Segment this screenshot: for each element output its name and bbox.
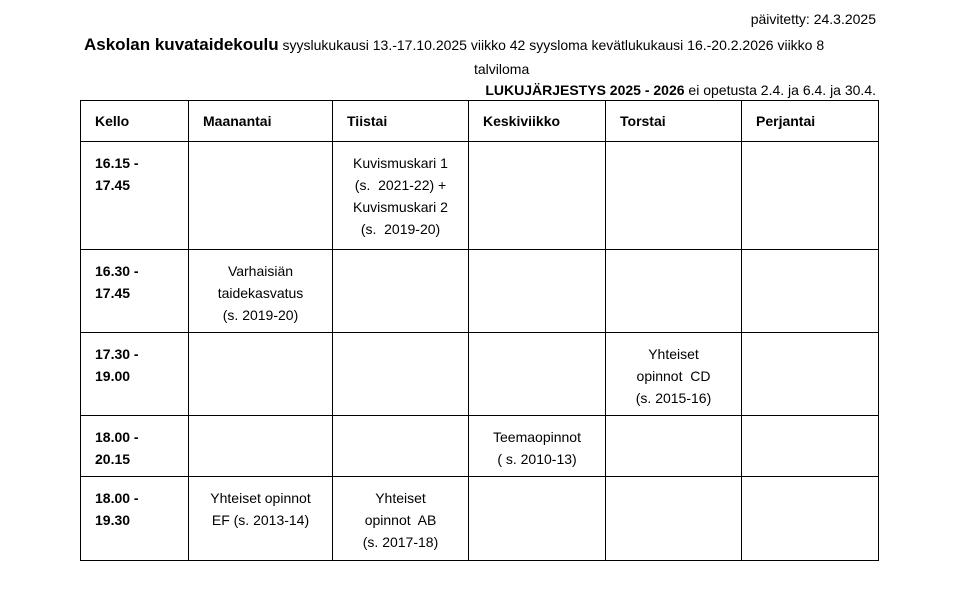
table-row bbox=[81, 477, 879, 561]
time-start: 18.00 - bbox=[95, 429, 139, 445]
class-text: opinnot AB bbox=[364, 512, 437, 528]
time-end: 19.30 bbox=[95, 512, 131, 528]
time-end: 17.45 bbox=[95, 285, 131, 301]
col-header-wednesday: Keskiviikko bbox=[469, 101, 606, 142]
semester-dates-continued: talviloma bbox=[474, 61, 530, 77]
class-text: Kuvismuskari 2 bbox=[353, 199, 448, 215]
cell-tuesday bbox=[333, 142, 469, 250]
class-text: (s. 2021-22) + bbox=[354, 177, 447, 193]
time-end: 17.45 bbox=[95, 177, 131, 193]
class-text: ( s. 2010-13) bbox=[497, 451, 577, 467]
class-text: (s. 2015-16) bbox=[635, 390, 712, 406]
no-teaching-note: ei opetusta 2.4. ja 6.4. ja 30.4. bbox=[688, 82, 876, 98]
time-start: 16.30 - bbox=[95, 263, 139, 279]
cell-thursday bbox=[606, 142, 742, 250]
time-end: 20.15 bbox=[95, 451, 131, 467]
cell-monday bbox=[189, 416, 333, 477]
semester-dates: syyslukukausi 13.-17.10.2025 viikko 42 syysloma kevätlukukausi 16.-20.2.2026 viikko 8 bbox=[282, 37, 825, 53]
cell-thursday bbox=[606, 416, 742, 477]
cell-wednesday bbox=[469, 142, 606, 250]
time-cell bbox=[81, 142, 189, 250]
class-text: (s. 2019-20) bbox=[222, 307, 299, 323]
cell-wednesday bbox=[469, 477, 606, 561]
cell-monday bbox=[189, 250, 333, 333]
col-header-friday: Perjantai bbox=[742, 101, 879, 142]
cell-thursday bbox=[606, 333, 742, 416]
schedule-title: LUKUJÄRJESTYS 2025 - 2026 bbox=[485, 82, 685, 98]
cell-wednesday bbox=[469, 333, 606, 416]
col-header-tuesday: Tiistai bbox=[333, 101, 469, 142]
class-text: Varhaisiän bbox=[227, 263, 294, 279]
cell-friday bbox=[742, 416, 879, 477]
class-text: taidekasvatus bbox=[217, 285, 304, 301]
class-text: Yhteiset opinnot bbox=[210, 490, 311, 506]
cell-tuesday bbox=[333, 250, 469, 333]
col-header-monday: Maanantai bbox=[189, 101, 333, 142]
cell-friday bbox=[742, 250, 879, 333]
cell-monday bbox=[189, 142, 333, 250]
time-start: 17.30 - bbox=[95, 346, 139, 362]
table-row bbox=[81, 333, 879, 416]
time-cell bbox=[81, 416, 189, 477]
class-text: Teemaopinnot bbox=[493, 429, 581, 445]
col-header-thursday: Torstai bbox=[606, 101, 742, 142]
time-cell bbox=[81, 477, 189, 561]
title-line bbox=[84, 35, 884, 55]
time-end: 19.00 bbox=[95, 368, 131, 384]
cell-tuesday bbox=[333, 477, 469, 561]
cell-friday bbox=[742, 142, 879, 250]
class-text: (s. 2019-20) bbox=[360, 221, 441, 237]
cell-wednesday bbox=[469, 416, 606, 477]
cell-monday bbox=[189, 477, 333, 561]
class-text: Yhteiset bbox=[375, 490, 426, 506]
class-text: opinnot CD bbox=[636, 368, 711, 384]
schedule-table bbox=[80, 100, 879, 561]
cell-monday bbox=[189, 333, 333, 416]
class-text: Yhteiset bbox=[648, 346, 699, 362]
time-cell bbox=[81, 250, 189, 333]
cell-tuesday bbox=[333, 416, 469, 477]
class-text: EF (s. 2013-14) bbox=[211, 512, 310, 528]
time-start: 16.15 - bbox=[95, 155, 139, 171]
cell-thursday bbox=[606, 477, 742, 561]
cell-friday bbox=[742, 477, 879, 561]
class-text: (s. 2017-18) bbox=[362, 534, 439, 550]
cell-friday bbox=[742, 333, 879, 416]
col-header-time: Kello bbox=[81, 101, 189, 142]
table-row bbox=[81, 250, 879, 333]
class-text: Kuvismuskari 1 bbox=[353, 155, 448, 171]
table-row bbox=[81, 416, 879, 477]
time-start: 18.00 - bbox=[95, 490, 139, 506]
cell-thursday bbox=[606, 250, 742, 333]
schedule-subtitle bbox=[485, 82, 876, 98]
table-row bbox=[81, 142, 879, 250]
organization-name: Askolan kuvataidekoulu bbox=[84, 35, 279, 54]
header-row bbox=[81, 101, 879, 142]
cell-tuesday bbox=[333, 333, 469, 416]
cell-wednesday bbox=[469, 250, 606, 333]
updated-date: päivitetty: 24.3.2025 bbox=[750, 11, 876, 27]
time-cell bbox=[81, 333, 189, 416]
